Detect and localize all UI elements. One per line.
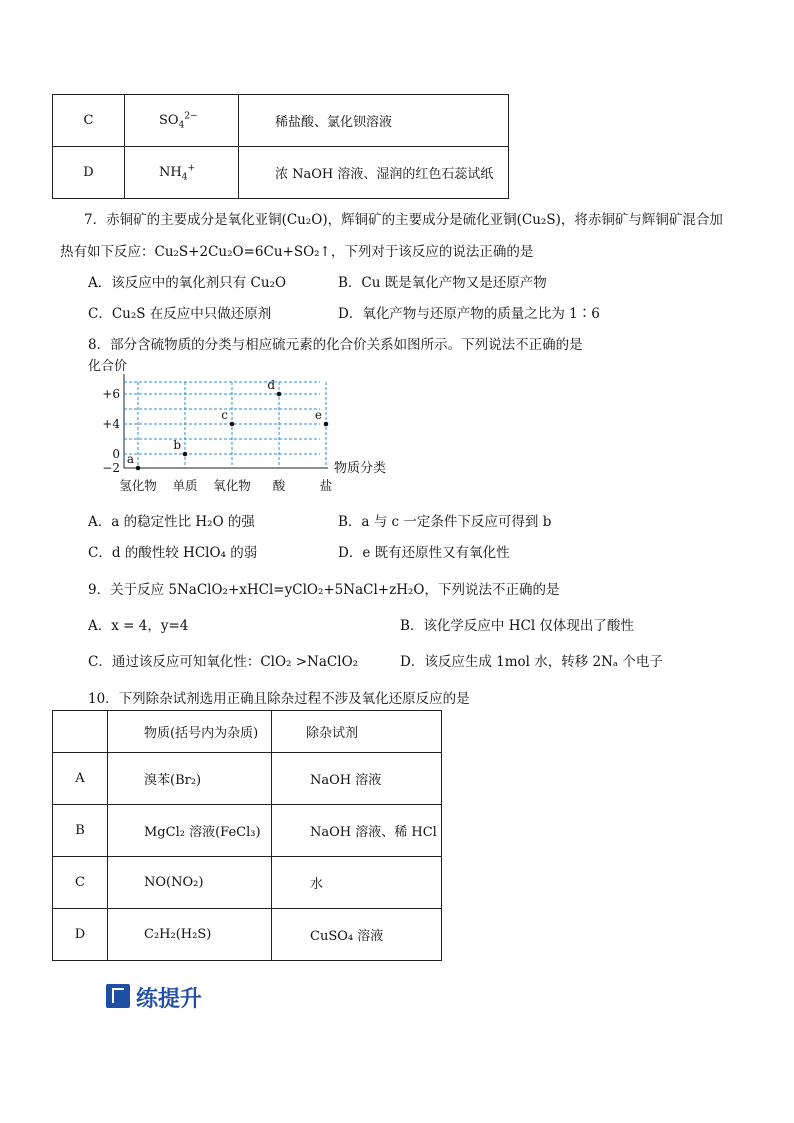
substance-cell: NO(NO₂)	[108, 857, 272, 909]
data-point-e	[324, 422, 329, 427]
data-point-b	[183, 452, 188, 457]
q8-option-c: C．d 的酸性较 HClO₄ 的弱	[88, 545, 258, 561]
x-axis-title: 物质分类	[334, 461, 387, 476]
section-title: 练提升	[136, 987, 203, 1012]
x-tick-label: 氧化物	[213, 478, 251, 493]
reagent-cell: 浓 NaOH 溶液、湿润的红色石蕊试纸	[239, 147, 509, 199]
substance-cell: C₂H₂(H₂S)	[108, 909, 272, 961]
q7-option-d: D．氧化产物与还原产物的质量之比为 1∶6	[338, 306, 600, 322]
data-point-a	[136, 466, 141, 471]
data-label-b: b	[173, 438, 181, 452]
reagent-cell: 水	[272, 857, 442, 909]
y-tick-label: +4	[102, 417, 120, 431]
q7-stem-line2: 热有如下反应：Cu₂S+2Cu₂O=6Cu+SO₂↑，下列对于该反应的说法正确的是	[60, 244, 534, 260]
header-reagent: 除杂试剂	[272, 711, 442, 753]
q7-option-a: A．该反应中的氧化剂只有 Cu₂O	[88, 275, 287, 291]
x-tick-label: 酸	[272, 478, 286, 493]
reagent-cell: NaOH 溶液、稀 HCl	[272, 805, 442, 857]
q8-stem: 8．部分含硫物质的分类与相应硫元素的化合价关系如图所示。下列说法不正确的是	[88, 337, 583, 353]
row-label: D	[53, 147, 125, 199]
x-tick-label: 单质	[172, 478, 198, 493]
row-label: C	[53, 857, 108, 909]
data-point-c	[230, 422, 235, 427]
reagent-cell: CuSO₄ 溶液	[272, 909, 442, 961]
header-blank	[53, 711, 108, 753]
q7-stem-line1: 7．赤铜矿的主要成分是氧化亚铜(Cu₂O)，辉铜矿的主要成分是硫化亚铜(Cu₂S)，将赤铜矿与辉铜矿混合加	[84, 212, 723, 228]
y-tick-label: 0	[112, 447, 120, 461]
data-label-a: a	[126, 452, 134, 466]
q8-option-b: B．a 与 c 一定条件下反应可得到 b	[338, 514, 552, 530]
q9-option-d: D．该反应生成 1mol 水，转移 2Nₐ 个电子	[400, 654, 663, 670]
reagent-cell: NaOH 溶液	[272, 753, 442, 805]
row-label: B	[53, 805, 108, 857]
q10-stem: 10．下列除杂试剂选用正确且除杂过程不涉及氧化还原反应的是	[88, 691, 470, 707]
ion-test-table	[52, 94, 509, 199]
purification-table	[52, 710, 442, 961]
q7-option-c: C．Cu₂S 在反应中只做还原剂	[88, 306, 272, 322]
data-point-d	[277, 392, 282, 397]
row-label: C	[53, 95, 125, 147]
q9-option-c: C．通过该反应可知氧化性：ClO₂ >NaClO₂	[88, 654, 359, 670]
q9-stem: 9．关于反应 5NaClO₂+xHCl=yClO₂+5NaCl+zH₂O，下列说法不正确的是	[88, 582, 560, 598]
reagent-cell: 稀盐酸、氯化钡溶液	[239, 95, 509, 147]
substance-cell: MgCl₂ 溶液(FeCl₃)	[108, 805, 272, 857]
data-label-e: e	[314, 408, 322, 422]
data-label-d: d	[267, 378, 275, 392]
q8-option-a: A．a 的稳定性比 H₂O 的强	[88, 514, 255, 530]
y-axis-title: 化合价	[88, 359, 128, 374]
q9-option-a: A．x = 4，y=4	[88, 618, 189, 634]
substance-cell: 溴苯(Br₂)	[108, 753, 272, 805]
row-label: A	[53, 753, 108, 805]
x-tick-label: 盐	[319, 478, 333, 493]
header-substance: 物质(括号内为杂质)	[108, 711, 272, 753]
y-tick-label: +6	[102, 387, 120, 401]
ion-formula: $SO_4^{2-}$	[125, 95, 239, 147]
q7-option-b: B．Cu 既是氧化产物又是还原产物	[338, 275, 547, 291]
book-icon	[106, 984, 130, 1008]
x-tick-label: 氢化物	[119, 478, 157, 493]
ion-formula: $NH_4^+$	[125, 147, 239, 199]
row-label: D	[53, 909, 108, 961]
q9-option-b: B．该化学反应中 HCl 仅体现出了酸性	[400, 618, 634, 634]
valence-chart	[84, 356, 404, 501]
y-tick-label: −2	[102, 461, 120, 475]
data-label-c: c	[221, 408, 228, 422]
q8-option-d: D．e 既有还原性又有氧化性	[338, 545, 510, 561]
